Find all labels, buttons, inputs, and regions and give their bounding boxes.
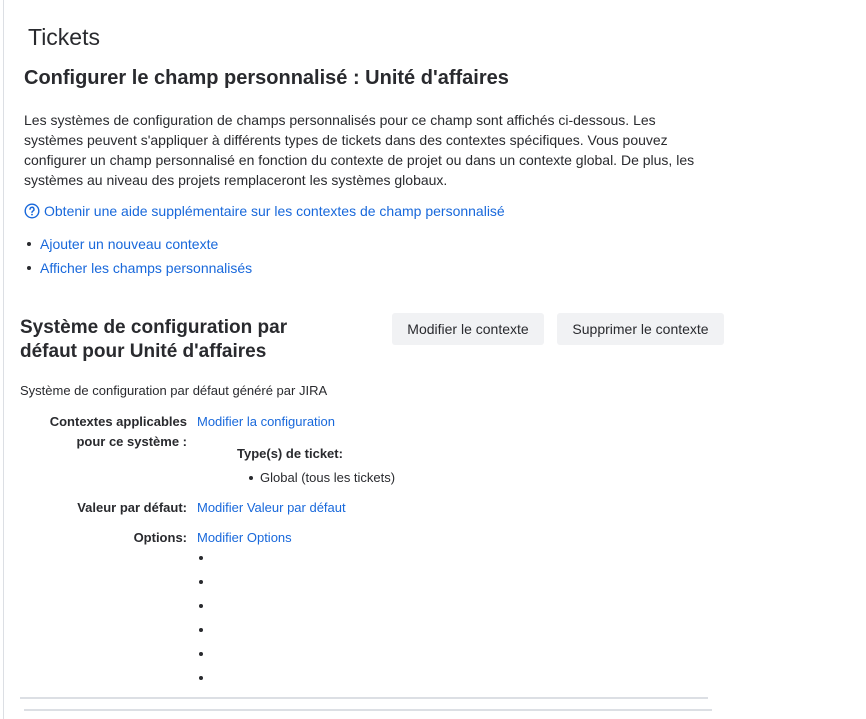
scheme-title: Système de configuration par défaut pour Unité d'affaires: [20, 317, 288, 362]
divider: [20, 697, 708, 699]
left-border: [3, 0, 4, 719]
bullet: [249, 476, 253, 480]
help-circle-icon: [24, 203, 40, 219]
bullet: [27, 242, 31, 246]
edit-options-link[interactable]: Modifier Options: [197, 530, 292, 545]
scheme-description: Système de configuration par défaut généré par JIRA: [20, 383, 328, 398]
contexts-label: Contextes applicables pour ce système :: [49, 414, 187, 449]
intro-text: Les systèmes de configuration de champs personnalisés pour ce champ sont affichés ci-dessous. Les systèmes peuvent s'appliquer à différents types de tickets dans des contextes spécifiques. Vous pouvez configurer un champ personnalisé en fonction du contexte de projet ou dans un contexte global. De plus, les systèmes au niveau des projets remplaceront les systèmes globaux.: [24, 112, 695, 188]
divider: [24, 709, 712, 711]
option-bullet: [199, 580, 203, 584]
delete-context-button[interactable]: Supprimer le contexte: [557, 313, 724, 345]
help-link-label: Obtenir une aide supplémentaire sur les contextes de champ personnalisé: [44, 203, 505, 219]
option-bullet: [199, 604, 203, 608]
view-custom-fields-link[interactable]: Afficher les champs personnalisés: [40, 260, 253, 276]
edit-configuration-link[interactable]: Modifier la configuration: [197, 414, 336, 429]
issue-type-item: Global (tous les tickets): [260, 470, 396, 485]
help-link[interactable]: [24, 203, 505, 219]
edit-context-button[interactable]: Modifier le contexte: [392, 313, 544, 345]
issue-types-label: Type(s) de ticket:: [237, 446, 343, 461]
option-bullet: [199, 628, 203, 632]
default-value-label: Valeur par défaut:: [77, 500, 187, 515]
edit-default-value-link[interactable]: Modifier Valeur par défaut: [197, 500, 346, 515]
option-bullet: [199, 556, 203, 560]
field-config-heading: Configurer le champ personnalisé : Unité d'affaires: [24, 67, 509, 89]
add-context-link[interactable]: Ajouter un nouveau contexte: [40, 236, 219, 252]
options-label: Options:: [133, 530, 187, 545]
page-title: Tickets: [28, 24, 100, 50]
option-bullet: [199, 652, 203, 656]
bullet: [27, 266, 31, 270]
option-bullet: [199, 676, 203, 680]
